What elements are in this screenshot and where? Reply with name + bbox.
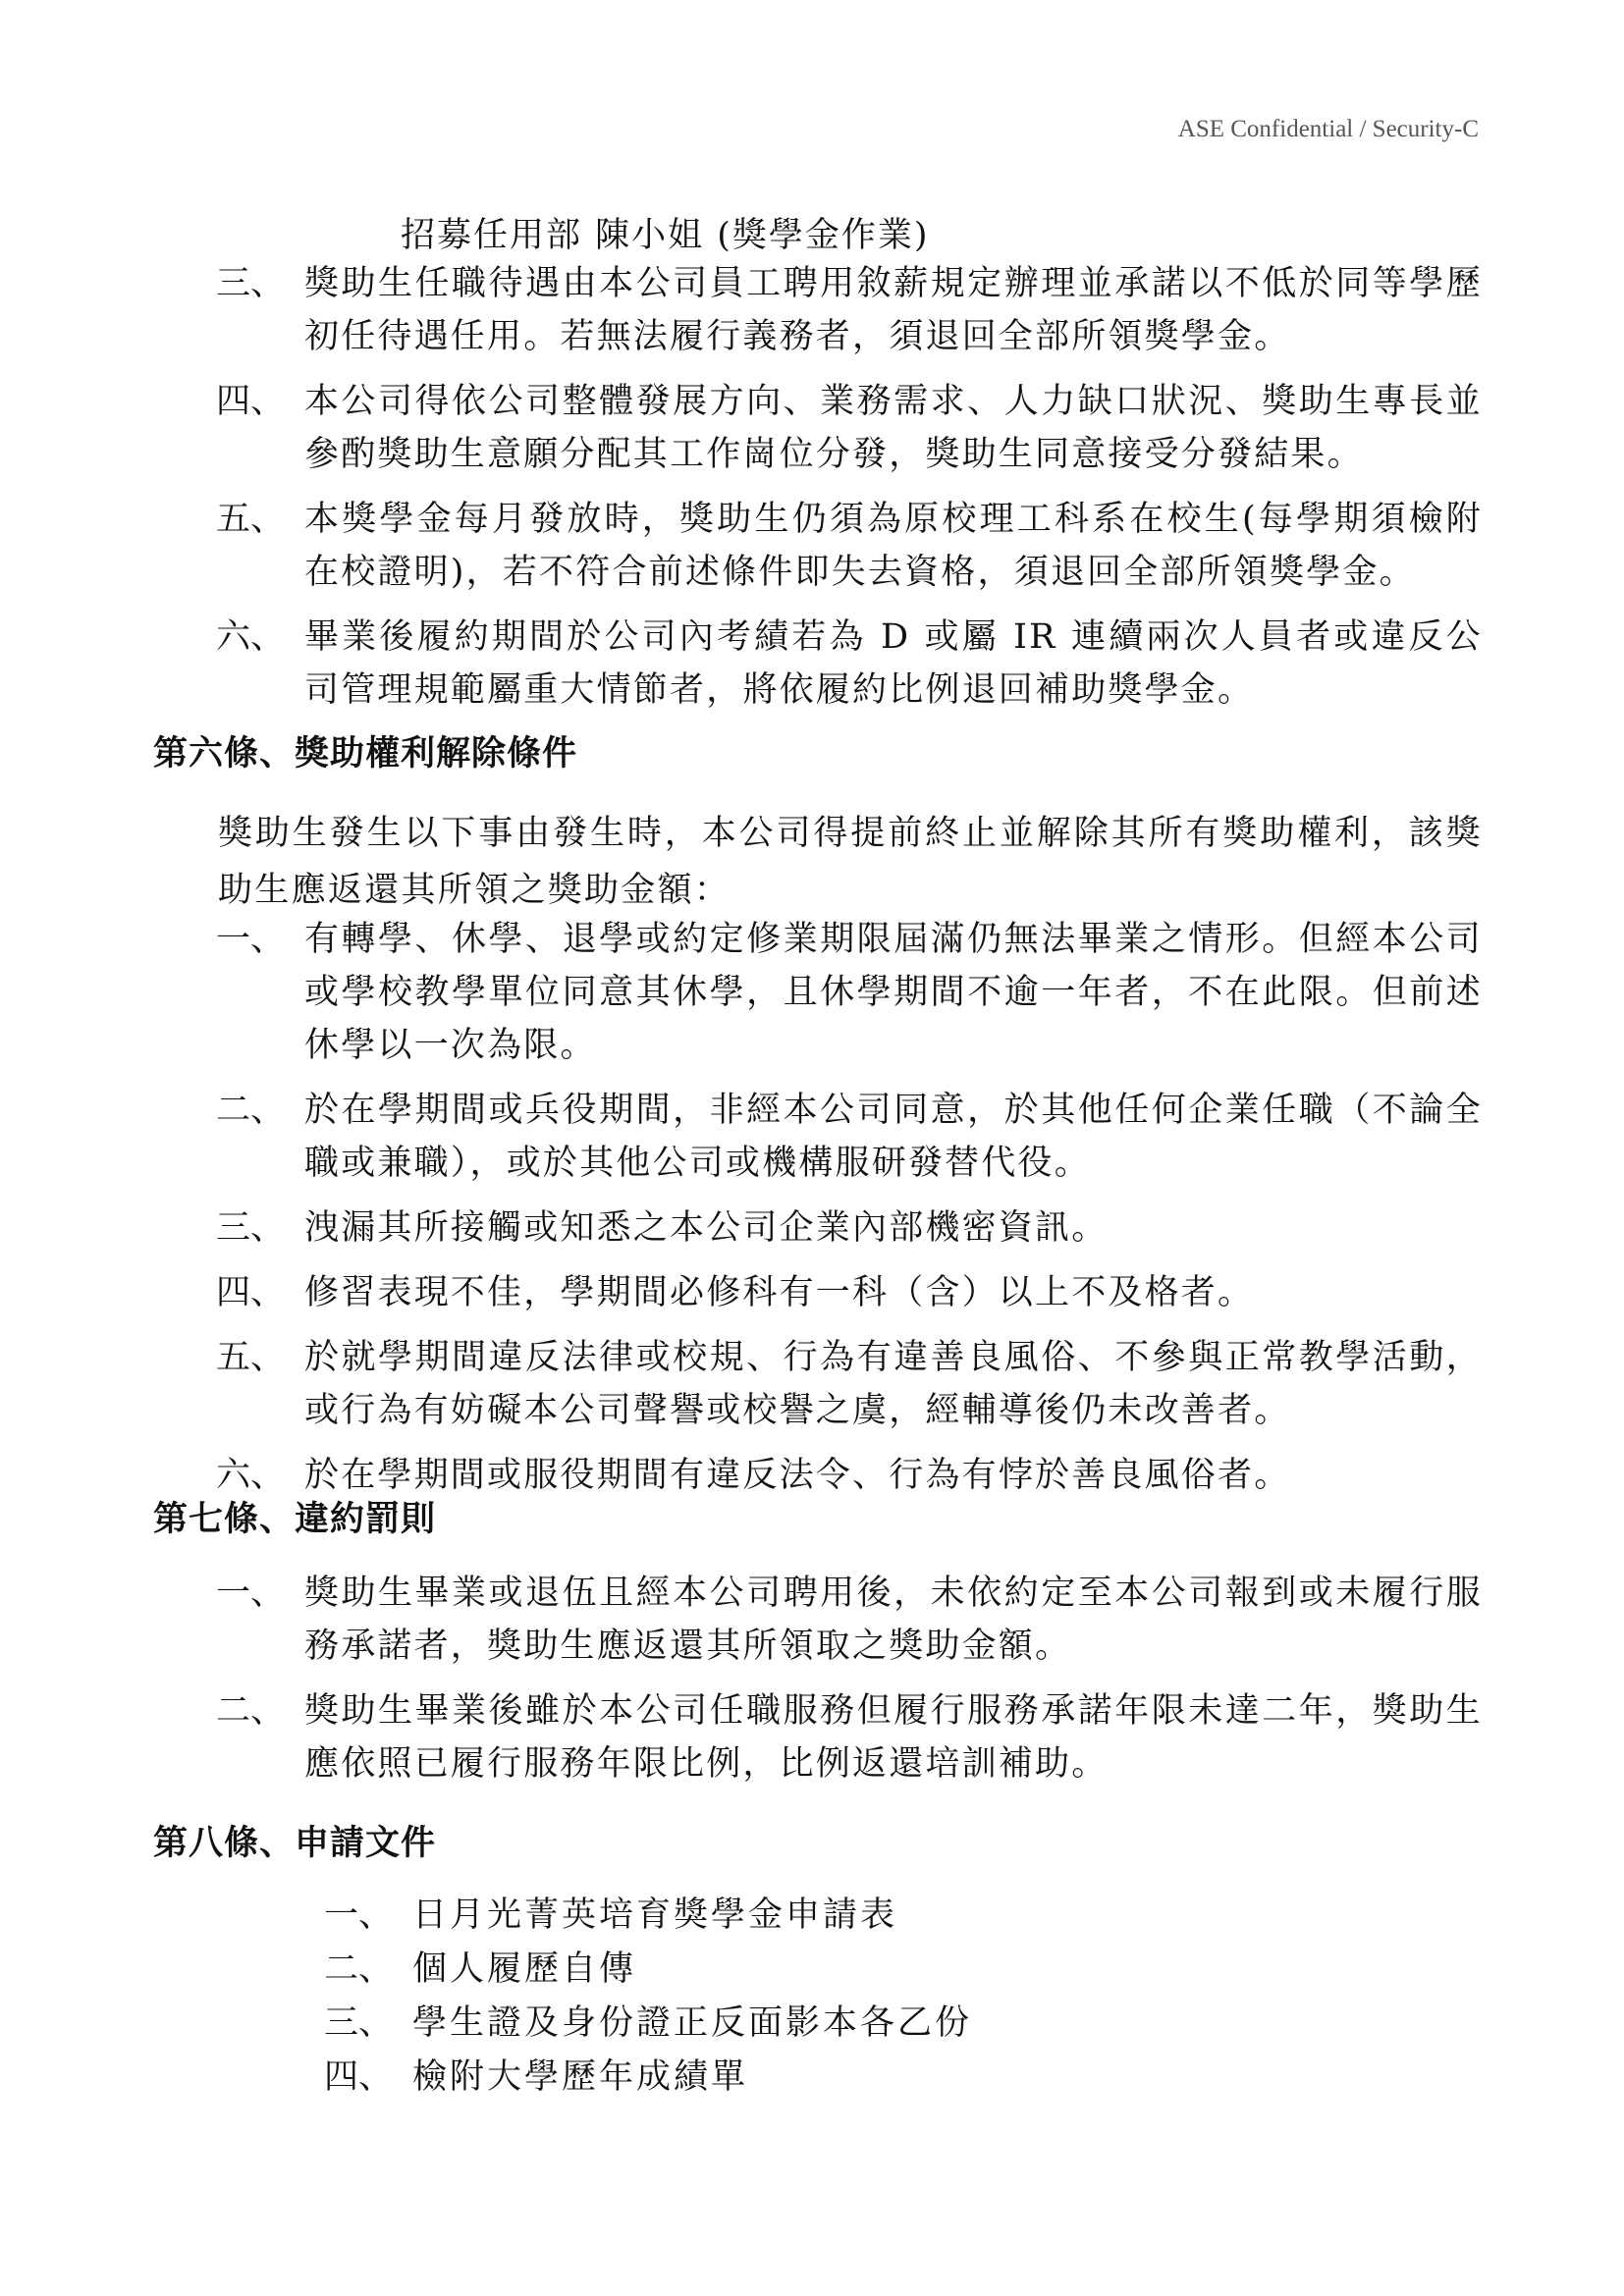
list-item [216, 1331, 1483, 1437]
item-text: 畢業後履約期間於公司內考績若為 D 或屬 IR 連續兩次人員者或違反公司管理規範屬重大情節者，將依履約比例退回補助獎學金。 [304, 617, 1483, 710]
item-text: 日月光菁英培育獎學金申請表 [412, 1896, 898, 1935]
item-text: 本獎學金每月發放時，獎助生仍須為原校理工科系在校生(每學期須檢附在校證明)，若不符合前述條件即失去資格，須退回全部所領獎學金。 [304, 500, 1483, 592]
list-item [216, 1684, 1483, 1790]
item-number: 四、 [324, 2057, 394, 2097]
item-text: 於就學期間違反法律或校規、行為有違善良風俗、不參與正常教學活動，或行為有妨礙本公司聲譽或校譽之虞，經輔導後仍未改善者。 [304, 1338, 1483, 1430]
list-item [216, 493, 1483, 599]
section-title-article6: 第六條、獎助權利解除條件 [153, 733, 578, 774]
list-item [216, 1084, 1483, 1190]
item-number: 三、 [216, 1208, 286, 1248]
item-text: 於在學期間或兵役期間，非經本公司同意，於其他任何企業任職（不論全職或兼職），或於其他公司或機構服研發替代役。 [304, 1091, 1483, 1183]
item-text: 於在學期間或服役期間有違反法令、行為有悖於善良風俗者。 [304, 1456, 1291, 1495]
item-number: 二、 [216, 1091, 286, 1130]
item-text: 有轉學、休學、退學或約定修業期限屆滿仍無法畢業之情形。但經本公司或學校教學單位同意其休學，且休學期間不逾一年者，不在此限。但前述休學以一次為限。 [304, 920, 1483, 1065]
list-item [324, 2051, 1404, 2104]
item-number: 一、 [216, 1574, 286, 1613]
article7-list [0, 1567, 1624, 1790]
item-text: 獎助生任職待遇由本公司員工聘用敘薪規定辦理並承諾以不低於同等學歷初任待遇任用。若無法履行義務者，須退回全部所領獎學金。 [304, 264, 1483, 356]
item-number: 一、 [324, 1896, 394, 1935]
article8-list [0, 1889, 1624, 2104]
item-text: 洩漏其所接觸或知悉之本公司企業內部機密資訊。 [304, 1208, 1109, 1248]
item-number: 五、 [216, 1338, 286, 1377]
list-item [216, 1266, 1483, 1319]
item-text: 獎助生畢業後雖於本公司任職服務但履行服務承諾年限未達二年，獎助生應依照已履行服務年限比例，比例返還培訓補助。 [304, 1691, 1483, 1784]
contact-line: 招募任用部 陳小姐 (獎學金作業) [401, 216, 930, 255]
section-title-article8: 第八條、申請文件 [153, 1823, 437, 1863]
list-item [216, 375, 1483, 481]
item-number: 二、 [216, 1691, 286, 1731]
item-text: 學生證及身份證正反面影本各乙份 [412, 2003, 973, 2043]
item-number: 三、 [324, 2003, 394, 2043]
list-item [216, 611, 1483, 717]
item-number: 六、 [216, 617, 286, 657]
list-item [324, 1889, 1404, 1942]
item-number: 四、 [216, 382, 286, 421]
item-number: 六、 [216, 1456, 286, 1495]
list-item [216, 1201, 1483, 1255]
section-title-article7: 第七條、違約罰則 [153, 1499, 437, 1539]
item-number: 三、 [216, 264, 286, 303]
article6-list [0, 913, 1624, 1502]
section-intro: 獎助生發生以下事由發生時，本公司得提前終止並解除其所有獎助權利，該獎助生應返還其所領之獎助金額： [218, 814, 1483, 910]
item-number: 五、 [216, 500, 286, 539]
item-text: 檢附大學歷年成績單 [412, 2057, 749, 2097]
item-number: 二、 [324, 1949, 394, 1989]
article5-list [0, 257, 1624, 717]
list-item [216, 257, 1483, 363]
item-number: 一、 [216, 920, 286, 959]
confidentiality-mark: ASE Confidential / Security-C [1177, 116, 1479, 142]
item-text: 修習表現不佳，學期間必修科有一科（含）以上不及格者。 [304, 1273, 1255, 1312]
list-item [324, 1997, 1404, 2050]
item-text: 獎助生畢業或退伍且經本公司聘用後，未依約定至本公司報到或未履行服務承諾者，獎助生應返還其所領取之獎助金額。 [304, 1574, 1483, 1666]
list-item [216, 1567, 1483, 1673]
item-text: 個人履歷自傳 [412, 1949, 637, 1989]
item-text: 本公司得依公司整體發展方向、業務需求、人力缺口狀況、獎助生專長並參酌獎助生意願分配其工作崗位分發，獎助生同意接受分發結果。 [304, 382, 1483, 474]
list-item [324, 1943, 1404, 1996]
list-item [216, 913, 1483, 1072]
item-number: 四、 [216, 1273, 286, 1312]
